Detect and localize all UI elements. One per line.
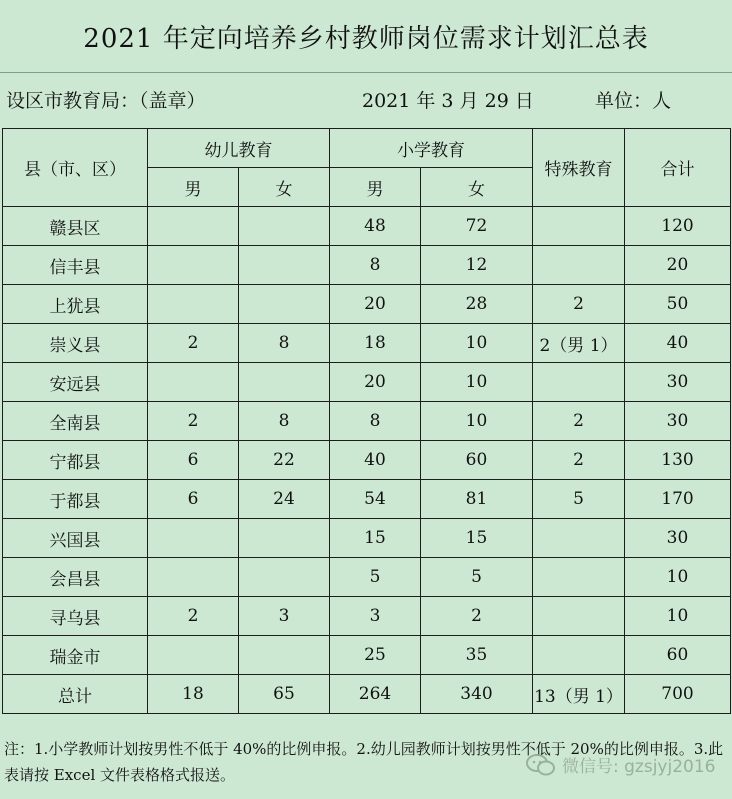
county-cell: 信丰县	[3, 246, 148, 285]
county-cell: 会昌县	[3, 558, 148, 597]
preschool-male-cell: 18	[148, 675, 239, 714]
table-row	[3, 324, 731, 363]
primary-female-cell: 10	[421, 324, 533, 363]
table-row	[3, 597, 731, 636]
primary-female-cell: 2	[421, 597, 533, 636]
special-cell	[533, 558, 625, 597]
primary-female-cell: 10	[421, 402, 533, 441]
title-divider	[0, 72, 732, 73]
county-cell: 瑞金市	[3, 636, 148, 675]
special-cell: 2（男 1）	[533, 324, 625, 363]
summary-table	[2, 128, 731, 714]
total-cell: 10	[625, 558, 731, 597]
table-row	[3, 402, 731, 441]
primary-male-cell: 8	[330, 246, 421, 285]
county-cell: 兴国县	[3, 519, 148, 558]
preschool-male-cell	[148, 207, 239, 246]
county-cell: 崇义县	[3, 324, 148, 363]
header-preschool-female: 女	[239, 168, 330, 207]
primary-male-cell: 15	[330, 519, 421, 558]
header-primary-male: 男	[330, 168, 421, 207]
primary-male-cell: 3	[330, 597, 421, 636]
preschool-female-cell	[239, 636, 330, 675]
primary-female-cell: 60	[421, 441, 533, 480]
footnote: 注：1.小学教师计划按男性不低于 40%的比例申报。2.幼儿园教师计划按男性不低于 20%的比例申报。3.此表请按 Excel 文件表格格式报送。	[4, 740, 724, 784]
special-cell: 13（男 1）	[533, 675, 625, 714]
header-row-1	[3, 129, 731, 168]
special-cell	[533, 207, 625, 246]
primary-female-cell: 340	[421, 675, 533, 714]
county-cell: 总计	[3, 675, 148, 714]
table-row	[3, 246, 731, 285]
watermark-text: 微信号: gzsjyj2016	[562, 757, 716, 777]
special-cell	[533, 246, 625, 285]
table-row	[3, 441, 731, 480]
preschool-female-cell: 3	[239, 597, 330, 636]
header-county: 县（市、区）	[3, 129, 148, 207]
total-cell: 120	[625, 207, 731, 246]
primary-male-cell: 20	[330, 285, 421, 324]
header-special: 特殊教育	[533, 129, 625, 207]
special-cell	[533, 363, 625, 402]
wechat-icon	[526, 754, 556, 776]
primary-female-cell: 81	[421, 480, 533, 519]
primary-female-cell: 35	[421, 636, 533, 675]
primary-female-cell: 12	[421, 246, 533, 285]
total-cell: 30	[625, 519, 731, 558]
table-row	[3, 636, 731, 675]
county-cell: 宁都县	[3, 441, 148, 480]
preschool-male-cell	[148, 363, 239, 402]
county-cell: 赣县区	[3, 207, 148, 246]
preschool-female-cell	[239, 207, 330, 246]
county-cell: 寻乌县	[3, 597, 148, 636]
preschool-female-cell: 8	[239, 324, 330, 363]
watermark	[526, 752, 715, 777]
total-row	[3, 675, 731, 714]
preschool-male-cell: 2	[148, 402, 239, 441]
preschool-male-cell: 6	[148, 441, 239, 480]
table-row	[3, 363, 731, 402]
primary-female-cell: 15	[421, 519, 533, 558]
preschool-female-cell: 22	[239, 441, 330, 480]
preschool-female-cell	[239, 558, 330, 597]
county-cell: 于都县	[3, 480, 148, 519]
total-cell: 20	[625, 246, 731, 285]
special-cell	[533, 636, 625, 675]
primary-female-cell: 5	[421, 558, 533, 597]
preschool-male-cell: 2	[148, 324, 239, 363]
total-cell: 700	[625, 675, 731, 714]
preschool-female-cell	[239, 363, 330, 402]
header-preschool: 幼儿教育	[148, 129, 330, 168]
preschool-male-cell	[148, 636, 239, 675]
issuer-label: 设区市教育局：（盖章）	[6, 90, 206, 112]
special-cell: 2	[533, 402, 625, 441]
primary-male-cell: 8	[330, 402, 421, 441]
table-row	[3, 285, 731, 324]
primary-female-cell: 10	[421, 363, 533, 402]
header-total: 合计	[625, 129, 731, 207]
table-row	[3, 558, 731, 597]
preschool-female-cell	[239, 285, 330, 324]
preschool-female-cell	[239, 246, 330, 285]
special-cell	[533, 519, 625, 558]
total-cell: 10	[625, 597, 731, 636]
report-date: 2021 年 3 月 29 日	[362, 90, 534, 112]
preschool-female-cell	[239, 519, 330, 558]
header-primary-female: 女	[421, 168, 533, 207]
table-row	[3, 207, 731, 246]
special-cell	[533, 597, 625, 636]
table-body	[3, 207, 731, 714]
total-cell: 30	[625, 402, 731, 441]
county-cell: 全南县	[3, 402, 148, 441]
preschool-male-cell	[148, 519, 239, 558]
preschool-male-cell	[148, 285, 239, 324]
page-title: 2021 年定向培养乡村教师岗位需求计划汇总表	[83, 24, 649, 54]
primary-male-cell: 25	[330, 636, 421, 675]
county-cell: 上犹县	[3, 285, 148, 324]
primary-male-cell: 54	[330, 480, 421, 519]
primary-male-cell: 20	[330, 363, 421, 402]
primary-male-cell: 5	[330, 558, 421, 597]
total-cell: 30	[625, 363, 731, 402]
total-cell: 60	[625, 636, 731, 675]
primary-male-cell: 40	[330, 441, 421, 480]
primary-female-cell: 72	[421, 207, 533, 246]
total-cell: 50	[625, 285, 731, 324]
total-cell: 170	[625, 480, 731, 519]
special-cell: 2	[533, 285, 625, 324]
special-cell: 2	[533, 441, 625, 480]
header-primary: 小学教育	[330, 129, 533, 168]
preschool-male-cell: 6	[148, 480, 239, 519]
total-cell: 40	[625, 324, 731, 363]
primary-male-cell: 18	[330, 324, 421, 363]
primary-female-cell: 28	[421, 285, 533, 324]
county-cell: 安远县	[3, 363, 148, 402]
preschool-male-cell	[148, 246, 239, 285]
preschool-female-cell: 65	[239, 675, 330, 714]
total-cell: 130	[625, 441, 731, 480]
table-row	[3, 519, 731, 558]
primary-male-cell: 264	[330, 675, 421, 714]
table-row	[3, 480, 731, 519]
preschool-female-cell: 24	[239, 480, 330, 519]
preschool-male-cell: 2	[148, 597, 239, 636]
unit-label: 单位：人	[595, 90, 672, 112]
special-cell: 5	[533, 480, 625, 519]
primary-male-cell: 48	[330, 207, 421, 246]
header-preschool-male: 男	[148, 168, 239, 207]
preschool-male-cell	[148, 558, 239, 597]
preschool-female-cell: 8	[239, 402, 330, 441]
